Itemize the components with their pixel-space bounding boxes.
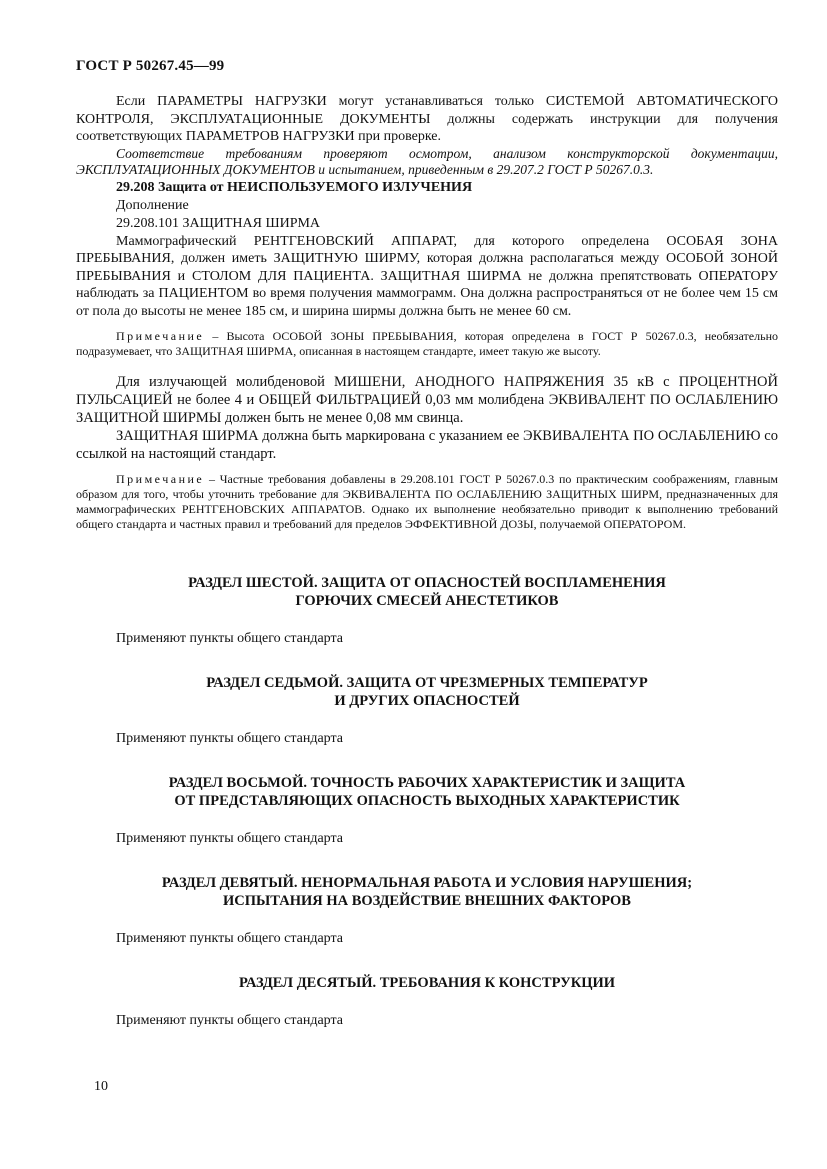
note-1-label: Примечание: [116, 329, 205, 343]
page-content: [76, 93, 778, 1030]
section-9-title-line1: РАЗДЕЛ ДЕВЯТЫЙ. НЕНОРМАЛЬНАЯ РАБОТА И УСЛОВИЯ НАРУШЕНИЯ;: [161, 875, 693, 891]
section-9-title-line2: ИСПЫТАНИЯ НА ВОЗДЕЙСТВИЕ ВНЕШНИХ ФАКТОРОВ: [223, 893, 631, 909]
section-9-text: Применяют пункты общего стандарта: [116, 931, 344, 946]
note-2-text: – Частные требования добавлены в 29.208.101 ГОСТ Р 50267.0.3 по практическим соображениям, главным образом для того, чтобы уточнить требование для ЭКВИВАЛЕНТА ПО ОСЛАБЛЕНИЮ ЗАЩИТНЫХ ШИРМ, предназначенных для маммографических РЕНТГЕНОВСКИХ АППАРАТОВ. Однако их выполнение необязательно приводит к выполнению требований общего стандарта и частных правил и требований для пределов ЭФФЕКТИВНОЙ ДОЗЫ, получаемой ОПЕРАТОРОМ.: [76, 472, 778, 531]
section-10: [76, 974, 778, 1030]
section-10-text: Применяют пункты общего стандарта: [116, 1013, 344, 1028]
section-7-title-line1: РАЗДЕЛ СЕДЬМОЙ. ЗАЩИТА ОТ ЧРЕЗМЕРНЫХ ТЕМПЕРАТУР: [206, 675, 648, 691]
paragraph-compliance-check: Соответствие требованиям проверяют осмотром, анализом конструкторской документации, ЭКСПЛУАТАЦИОННЫХ ДОКУМЕНТОВ и испытанием, приведенным в 29.207.2 ГОСТ Р 50267.0.3.: [76, 145, 778, 177]
page-number: 10: [94, 1079, 108, 1094]
section-8: [76, 774, 778, 848]
section-7: [76, 674, 778, 748]
section-6-title-line2: ГОРЮЧИХ СМЕСЕЙ АНЕСТЕТИКОВ: [295, 593, 559, 609]
document-code: ГОСТ Р 50267.45—99: [76, 58, 225, 74]
section-10-title-line1: РАЗДЕЛ ДЕСЯТЫЙ. ТРЕБОВАНИЯ К КОНСТРУКЦИИ: [238, 975, 616, 991]
paragraph-marking: ЗАЩИТНАЯ ШИРМА должна быть маркирована с указанием ее ЭКВИВАЛЕНТА ПО ОСЛАБЛЕНИЮ со ссылкой на настоящий стандарт.: [76, 428, 778, 462]
section-9: [76, 874, 778, 948]
note-1: [76, 329, 778, 359]
section-6-title-line1: РАЗДЕЛ ШЕСТОЙ. ЗАЩИТА ОТ ОПАСНОСТЕЙ ВОСПЛАМЕНЕНИЯ: [188, 575, 666, 591]
section-7-text: Применяют пункты общего стандарта: [116, 731, 344, 746]
section-8-text: Применяют пункты общего стандарта: [116, 831, 344, 846]
section-6: [76, 574, 778, 648]
section-8-title-line1: РАЗДЕЛ ВОСЬМОЙ. ТОЧНОСТЬ РАБОЧИХ ХАРАКТЕРИСТИК И ЗАЩИТА: [168, 775, 686, 791]
note-1-text: – Высота ОСОБОЙ ЗОНЫ ПРЕБЫВАНИЯ, которая определена в ГОСТ Р 50267.0.3, необязательно подразумевает, что ЗАЩИТНАЯ ШИРМА, описанная в настоящем стандарте, имеет такую же высоту.: [76, 329, 778, 358]
addition-label: Дополнение: [116, 197, 189, 213]
section-6-text: Применяют пункты общего стандарта: [116, 631, 344, 646]
section-8-title-line2: ОТ ПРЕДСТАВЛЯЮЩИХ ОПАСНОСТЬ ВЫХОДНЫХ ХАРАКТЕРИСТИК: [174, 793, 680, 809]
clause-heading: 29.208 Защита от НЕИСПОЛЬЗУЕМОГО ИЗЛУЧЕНИЯ: [116, 179, 473, 195]
paragraph-protective-screen: Маммографический РЕНТГЕНОВСКИЙ АППАРАТ, для которого определена ОСОБАЯ ЗОНА ПРЕБЫВАНИЯ, должен иметь ЗАЩИТНУЮ ШИРМУ, которая должна располагаться между ОСОБОЙ ЗОНОЙ ПРЕБЫВАНИЯ и СТОЛОМ ДЛЯ ПАЦИЕНТА. ЗАЩИТНАЯ ШИРМА не должна препятствовать ОПЕРАТОРУ наблюдать за ПАЦИЕНТОМ во время получения маммограмм. Она должна распространяться от не более чем 15 см от пола до высоты не менее 185 см, и ширина ширмы должна быть не менее 60 см.: [76, 233, 778, 319]
note-2: [76, 472, 778, 532]
paragraph-molybdenum-target: Для излучающей молибденовой МИШЕНИ, АНОДНОГО НАПРЯЖЕНИЯ 35 кВ с ПРОЦЕНТНОЙ ПУЛЬСАЦИЕЙ не более 4 и ОБЩЕЙ ФИЛЬТРАЦИЕЙ 0,03 мм молибдена ЭКВИВАЛЕНТ ПО ОСЛАБЛЕНИЮ ЗАЩИТНОЙ ШИРМЫ должен быть не менее 0,08 мм свинца.: [76, 374, 778, 426]
note-2-label: Примечание: [116, 472, 205, 486]
subclause-heading: 29.208.101 ЗАЩИТНАЯ ШИРМА: [116, 215, 321, 231]
section-7-title-line2: И ДРУГИХ ОПАСНОСТЕЙ: [334, 693, 520, 709]
paragraph-load-parameters: Если ПАРАМЕТРЫ НАГРУЗКИ могут устанавливаться только СИСТЕМОЙ АВТОМАТИЧЕСКОГО КОНТРОЛЯ, ЭКСПЛУАТАЦИОННЫЕ ДОКУМЕНТЫ должны содержать инструкции для получения соответствующих ПАРАМЕТРОВ НАГРУЗКИ при проверке.: [76, 94, 778, 144]
